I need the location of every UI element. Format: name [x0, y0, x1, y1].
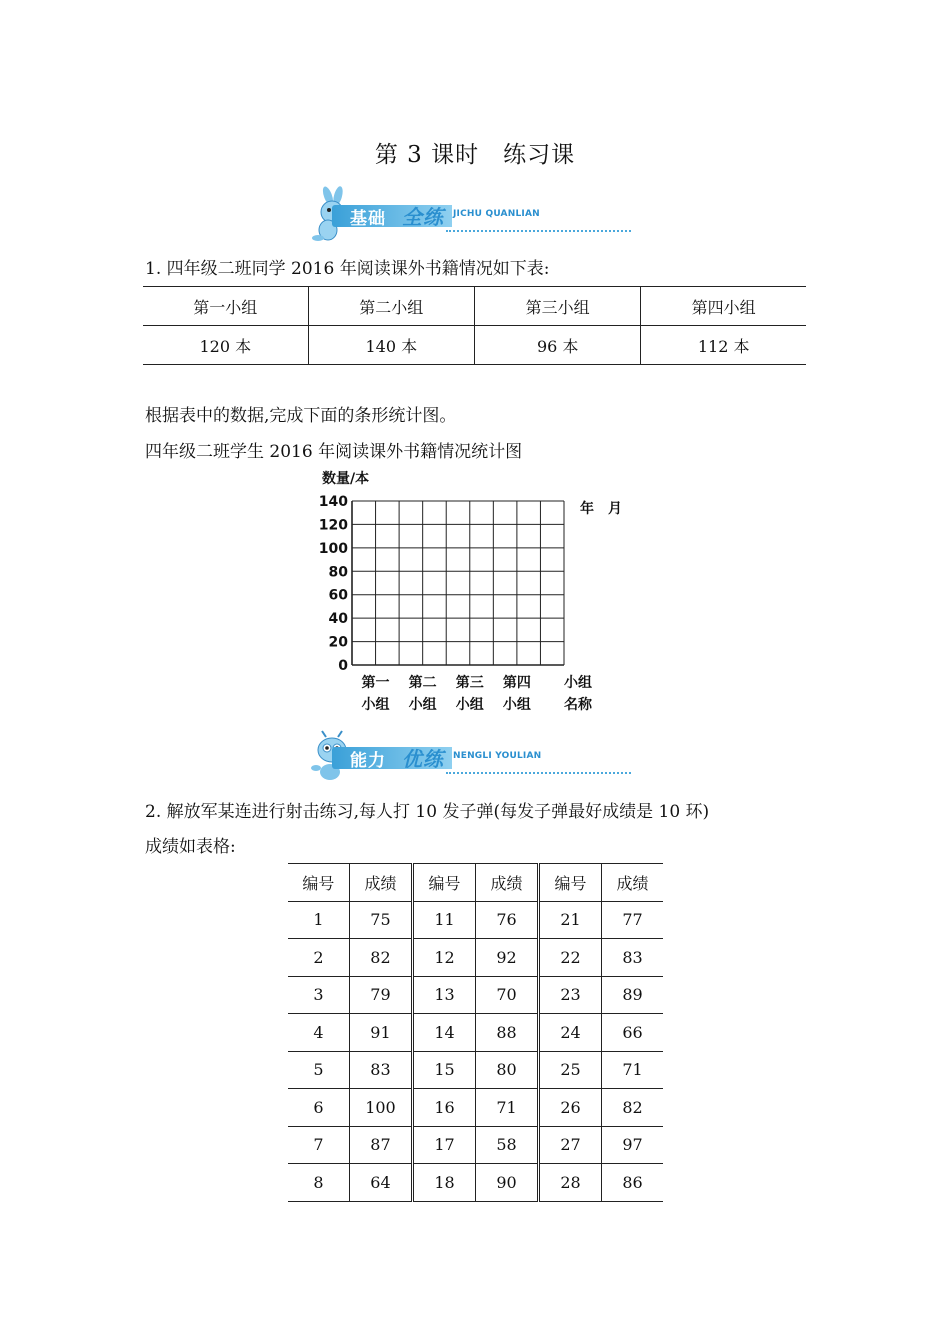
table-cell: 100: [349, 1089, 412, 1127]
table-cell: 23: [539, 976, 602, 1014]
table-cell: 71: [601, 1051, 663, 1089]
table-cell: 1: [288, 901, 349, 939]
x-tick-label: 第二: [408, 675, 437, 691]
table-row: [143, 326, 806, 365]
table-row: [288, 976, 663, 1014]
x-tick-label: 小组: [408, 697, 437, 713]
table-cell: 66: [601, 1014, 663, 1052]
section-banner-basic: [306, 186, 646, 244]
table-cell: 17: [413, 1126, 476, 1164]
table-cell: 77: [601, 901, 663, 939]
table-cell: 8: [288, 1164, 349, 1202]
score-table: [288, 863, 663, 1202]
table-cell: 7: [288, 1126, 349, 1164]
table-cell: 83: [601, 939, 663, 977]
table-header-cell: 第三小组: [474, 287, 640, 326]
table-header-cell: 成绩: [349, 864, 412, 902]
table-cell: 28: [539, 1164, 602, 1202]
table-header-row: [288, 864, 663, 902]
page-title: 第 3 课时 练习课: [374, 142, 576, 168]
table-cell: 3: [288, 976, 349, 1014]
y-tick-label: 0: [338, 658, 348, 674]
bar-chart-grid: [300, 465, 660, 720]
x-axis-label: 小组: [564, 675, 592, 691]
banner-label-b: 优练: [402, 747, 444, 771]
y-tick-label: 120: [318, 517, 348, 534]
table-cell: 89: [601, 976, 663, 1014]
table-cell: 71: [476, 1089, 539, 1127]
table-cell: 15: [413, 1051, 476, 1089]
reading-table: [143, 286, 806, 365]
table-cell: 11: [413, 901, 476, 939]
table-cell: 140 本: [308, 326, 474, 365]
table-cell: 13: [413, 976, 476, 1014]
q2-prompt-line1: 2. 解放军某连进行射击练习,每人打 10 发子弹(每发子弹最好成绩是 10 环): [145, 802, 710, 822]
table-header-cell: 编号: [288, 864, 349, 902]
table-cell: 79: [349, 976, 412, 1014]
table-header-cell: 成绩: [476, 864, 539, 902]
table-row: [288, 1089, 663, 1127]
q2-prompt-line2: 成绩如表格:: [145, 837, 236, 857]
table-cell: 92: [476, 939, 539, 977]
table-cell: 76: [476, 901, 539, 939]
x-tick-label: 第一: [361, 675, 390, 691]
table-cell: 64: [349, 1164, 412, 1202]
q1-prompt: 1. 四年级二班同学 2016 年阅读课外书籍情况如下表:: [145, 259, 550, 279]
table-cell: 80: [476, 1051, 539, 1089]
table-cell: 90: [476, 1164, 539, 1202]
y-tick-label: 60: [328, 587, 348, 604]
banner-label-b: 全练: [402, 205, 444, 229]
table-cell: 6: [288, 1089, 349, 1127]
table-cell: 120 本: [143, 326, 308, 365]
table-cell: 27: [539, 1126, 602, 1164]
table-header-cell: 第四小组: [641, 287, 806, 326]
table-row: [288, 939, 663, 977]
x-axis-label: 名称: [564, 697, 592, 713]
table-header-cell: 第二小组: [308, 287, 474, 326]
y-axis-label: 数量/本: [322, 471, 370, 487]
table-cell: 88: [476, 1014, 539, 1052]
y-tick-label: 80: [328, 564, 348, 581]
x-tick-label: 小组: [502, 697, 531, 713]
y-tick-label: 140: [318, 494, 348, 510]
section-banner-ability: [306, 728, 646, 786]
banner-dotted-rule: [446, 772, 631, 774]
table-cell: 2: [288, 939, 349, 977]
table-cell: 16: [413, 1089, 476, 1127]
x-tick-label: 小组: [361, 697, 390, 713]
table-row: [288, 901, 663, 939]
table-cell: 12: [413, 939, 476, 977]
y-tick-label: 20: [328, 634, 348, 651]
x-tick-label: 第四: [502, 675, 531, 691]
table-cell: 91: [349, 1014, 412, 1052]
table-cell: 82: [601, 1089, 663, 1127]
table-cell: 58: [476, 1126, 539, 1164]
table-row: [288, 1126, 663, 1164]
table-cell: 96 本: [474, 326, 640, 365]
chart-title: 四年级二班学生 2016 年阅读课外书籍情况统计图: [145, 442, 523, 462]
table-cell: 25: [539, 1051, 602, 1089]
table-row: [288, 1014, 663, 1052]
table-cell: 14: [413, 1014, 476, 1052]
table-cell: 97: [601, 1126, 663, 1164]
table-header-cell: 编号: [413, 864, 476, 902]
table-cell: 26: [539, 1089, 602, 1127]
table-cell: 18: [413, 1164, 476, 1202]
table-cell: 83: [349, 1051, 412, 1089]
banner-label-a: 能力: [350, 751, 386, 771]
y-tick-label: 100: [318, 540, 348, 557]
y-tick-label: 40: [328, 611, 348, 628]
x-tick-label: 第三: [455, 675, 484, 691]
x-tick-label: 小组: [455, 697, 484, 713]
table-cell: 87: [349, 1126, 412, 1164]
table-row: [288, 1164, 663, 1202]
table-cell: 4: [288, 1014, 349, 1052]
table-header-row: [143, 287, 806, 326]
table-cell: 82: [349, 939, 412, 977]
banner-dotted-rule: [446, 230, 631, 232]
table-header-cell: 第一小组: [143, 287, 308, 326]
q1-instruction: 根据表中的数据,完成下面的条形统计图。: [145, 406, 457, 426]
banner-label-a: 基础: [350, 209, 386, 229]
table-cell: 70: [476, 976, 539, 1014]
table-cell: 5: [288, 1051, 349, 1089]
banner-pinyin: JICHU QUANLIAN: [453, 209, 540, 219]
table-cell: 22: [539, 939, 602, 977]
banner-pinyin: NENGLI YOULIAN: [453, 751, 542, 761]
table-cell: 112 本: [641, 326, 806, 365]
table-header-cell: 编号: [539, 864, 602, 902]
date-label: 年 月: [580, 501, 622, 517]
table-cell: 24: [539, 1014, 602, 1052]
table-row: [288, 1051, 663, 1089]
table-cell: 75: [349, 901, 412, 939]
table-cell: 21: [539, 901, 602, 939]
table-header-cell: 成绩: [601, 864, 663, 902]
table-cell: 86: [601, 1164, 663, 1202]
